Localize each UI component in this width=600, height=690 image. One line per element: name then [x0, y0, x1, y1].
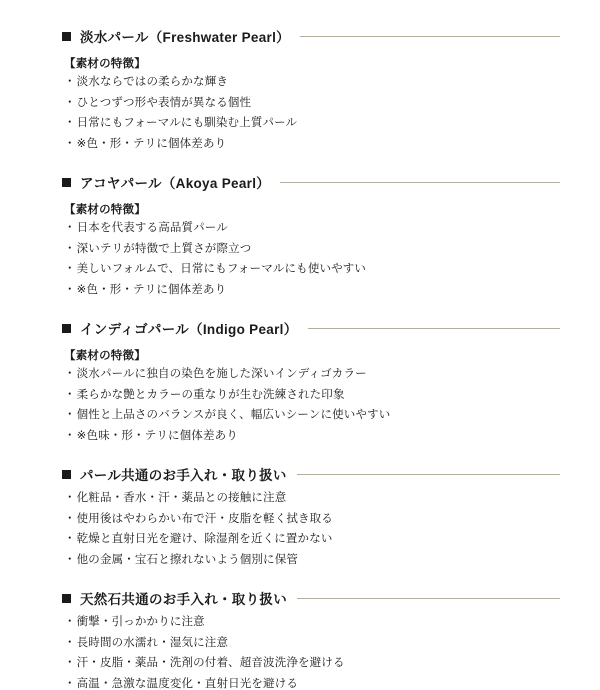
section-title: インディゴパール（Indigo Pearl）: [80, 318, 298, 338]
list-item: [62, 410, 560, 422]
item-marker-icon: ・: [64, 76, 76, 88]
list-item-text: 高温・急激な温度変化・直射日光を避ける: [77, 678, 298, 690]
square-bullet-icon: [62, 178, 71, 187]
list-item: [62, 244, 560, 256]
list-item: [62, 679, 560, 690]
list-item-text: 日本を代表する高品質パール: [77, 222, 228, 234]
item-marker-icon: ・: [64, 430, 76, 442]
list-item-text: 淡水パールに独自の染色を施した深いインディゴカラー: [77, 368, 367, 380]
section-akoya-pearl: [62, 172, 560, 296]
list-item: [62, 555, 560, 567]
section-indigo-pearl: [62, 318, 560, 442]
section-natural-stone-care: [62, 588, 560, 690]
list-item-text: 深いテリが特徴で上質さが際立つ: [77, 243, 252, 255]
section-title: アコヤパール（Akoya Pearl）: [80, 172, 270, 192]
square-bullet-icon: [62, 32, 71, 41]
item-marker-icon: ・: [64, 368, 76, 380]
list-item: [62, 534, 560, 546]
list-item-text: 他の金属・宝石と擦れないよう個別に保管: [77, 554, 298, 566]
item-marker-icon: ・: [64, 284, 76, 296]
list-item-text: 個性と上品さのバランスが良く、幅広いシーンに使いやすい: [77, 409, 391, 421]
list-item-text: 化粧品・香水・汗・薬品との接触に注意: [77, 492, 287, 504]
list-item-text: 柔らかな艶とカラーの重なりが生む洗練された印象: [77, 389, 345, 401]
list-item: [62, 369, 560, 381]
section-heading: [62, 588, 560, 608]
list-item: [62, 390, 560, 402]
section-freshwater-pearl: [62, 26, 560, 150]
section-title: 淡水パール（Freshwater Pearl）: [80, 26, 290, 46]
heading-rule: [297, 598, 560, 599]
item-marker-icon: ・: [64, 97, 76, 109]
list-item: [62, 118, 560, 130]
feature-list: [62, 369, 560, 442]
heading-rule: [280, 182, 560, 183]
list-item-text: ※色味・形・テリに個体差あり: [77, 430, 238, 442]
list-item-text: ※色・形・テリに個体差あり: [77, 284, 227, 296]
item-marker-icon: ・: [64, 138, 76, 150]
item-marker-icon: ・: [64, 533, 76, 545]
list-item: [62, 431, 560, 443]
section-title: パール共通のお手入れ・取り扱い: [80, 464, 287, 484]
list-item-text: 長時間の水濡れ・湿気に注意: [77, 637, 228, 649]
list-item: [62, 285, 560, 297]
list-item-text: 淡水ならではの柔らかな輝き: [77, 76, 228, 88]
list-item-text: ※色・形・テリに個体差あり: [77, 138, 227, 150]
square-bullet-icon: [62, 324, 71, 333]
list-item: [62, 77, 560, 89]
heading-rule: [308, 328, 560, 329]
list-item-text: 使用後はやわらかい布で汗・皮脂を軽く拭き取る: [77, 513, 333, 525]
section-heading: [62, 26, 560, 46]
section-sublabel: 【素材の特徴】: [64, 55, 560, 71]
item-marker-icon: ・: [64, 657, 76, 669]
list-item: [62, 617, 560, 629]
item-marker-icon: ・: [64, 263, 76, 275]
care-list: [62, 617, 560, 690]
section-pearl-care: [62, 464, 560, 566]
section-sublabel: 【素材の特徴】: [64, 201, 560, 217]
item-marker-icon: ・: [64, 492, 76, 504]
square-bullet-icon: [62, 470, 71, 479]
item-marker-icon: ・: [64, 243, 76, 255]
item-marker-icon: ・: [64, 513, 76, 525]
heading-rule: [297, 474, 560, 475]
section-heading: [62, 172, 560, 192]
section-sublabel: 【素材の特徴】: [64, 347, 560, 363]
list-item: [62, 514, 560, 526]
list-item-text: 美しいフォルムで、日常にもフォーマルにも使いやすい: [77, 263, 366, 275]
care-list: [62, 493, 560, 566]
item-marker-icon: ・: [64, 409, 76, 421]
item-marker-icon: ・: [64, 389, 76, 401]
feature-list: [62, 77, 560, 150]
list-item: [62, 264, 560, 276]
item-marker-icon: ・: [64, 117, 76, 129]
list-item: [62, 139, 560, 151]
item-marker-icon: ・: [64, 554, 76, 566]
section-heading: [62, 318, 560, 338]
list-item: [62, 638, 560, 650]
item-marker-icon: ・: [64, 222, 76, 234]
item-marker-icon: ・: [64, 637, 76, 649]
list-item-text: 日常にもフォーマルにも馴染む上質パール: [77, 117, 298, 129]
feature-list: [62, 223, 560, 296]
item-marker-icon: ・: [64, 678, 76, 690]
list-item: [62, 493, 560, 505]
section-title: 天然石共通のお手入れ・取り扱い: [80, 588, 287, 608]
section-heading: [62, 464, 560, 484]
list-item-text: 衝撃・引っかかりに注意: [77, 616, 205, 628]
heading-rule: [300, 36, 560, 37]
list-item: [62, 223, 560, 235]
item-marker-icon: ・: [64, 616, 76, 628]
list-item-text: ひとつずつ形や表情が異なる個性: [77, 97, 252, 109]
list-item: [62, 98, 560, 110]
list-item-text: 乾燥と直射日光を避け、除湿剤を近くに置かない: [77, 533, 333, 545]
list-item: [62, 658, 560, 670]
list-item-text: 汗・皮脂・薬品・洗剤の付着、超音波洗浄を避ける: [77, 657, 345, 669]
square-bullet-icon: [62, 594, 71, 603]
